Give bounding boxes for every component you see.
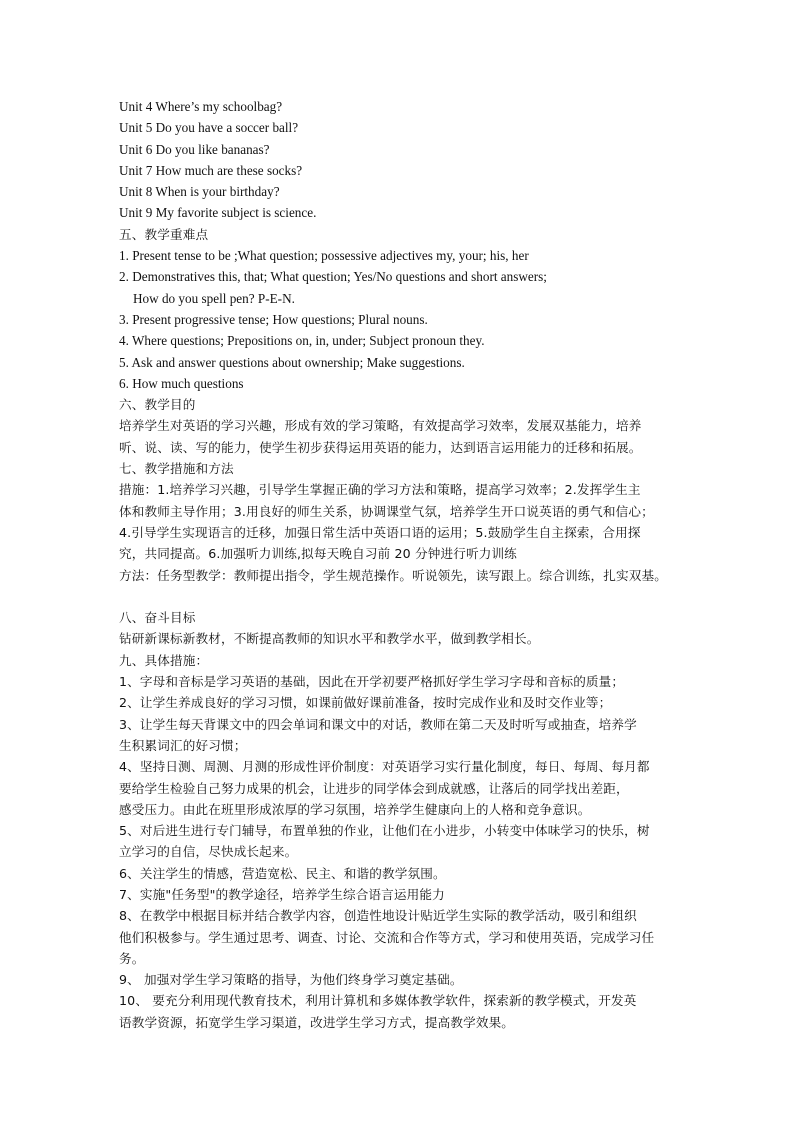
specific-measure-line-2: 2、让学生养成良好的学习习惯，如课前做好课前准备，按时完成作业和及时交作业等； xyxy=(119,695,612,711)
specific-measure-line-3: 3、让学生每天背课文中的四会单词和课文中的对话，教师在第二天及时听写或抽查，培养学 xyxy=(119,716,637,732)
specific-measure-line-6: 要给学生检验自己努力成果的机会，让进步的同学体会到成就感，让落后的同学找出差距， xyxy=(119,780,629,796)
unit-6-line: Unit 6 Do you like bananas? xyxy=(119,141,270,157)
difficulty-item-3: 3. Present progressive tense; How questions; Plural nouns. xyxy=(119,311,428,327)
specific-measure-line-1: 1、字母和音标是学习英语的基础，因此在开学初要严格抓好学生学习字母和音标的质量； xyxy=(119,674,625,690)
teaching-purpose-line-2: 听、说、读、写的能力，使学生初步获得运用英语的能力，达到语言运用能力的迁移和拓展。 xyxy=(119,439,642,455)
section-8-heading: 八、奋斗目标 xyxy=(119,610,196,626)
specific-measure-line-8: 5、对后进生进行专门辅导，布置单独的作业，让他们在小进步，小转变中体味学习的快乐，树 xyxy=(119,823,650,839)
document-page xyxy=(119,96,684,1033)
measures-line-4: 究，共同提高。6.加强听力训练,拟每天晚自习前 20 分钟进行听力训练 xyxy=(119,546,517,562)
blank-line xyxy=(119,586,684,607)
specific-measure-line-13: 他们积极参与。学生通过思考、调查、讨论、交流和合作等方式，学习和使用英语，完成学习任 xyxy=(119,929,655,945)
specific-measure-line-7: 感受压力。由此在班里形成浓厚的学习氛围，培养学生健康向上的人格和竞争意识。 xyxy=(119,801,591,817)
unit-7-line: Unit 7 How much are these socks? xyxy=(119,162,303,178)
difficulty-item-2-continued: How do you spell pen? P-E-N. xyxy=(133,290,295,306)
section-7-heading: 七、教学措施和方法 xyxy=(119,461,234,477)
difficulty-item-5: 5. Ask and answer questions about ownership; Make suggestions. xyxy=(119,354,465,370)
goal-line-1: 钻研新课标新教材，不断提高教师的知识水平和教学水平，做到教学相长。 xyxy=(119,631,540,647)
unit-9-line: Unit 9 My favorite subject is science. xyxy=(119,205,317,221)
difficulty-item-1: 1. Present tense to be ;What question; possessive adjectives my, your; his, her xyxy=(119,248,529,264)
methods-line: 方法：任务型教学：教师提出指令，学生规范操作。听说领先，读写跟上。综合训练，扎实双基。 xyxy=(119,567,667,583)
difficulty-item-4: 4. Where questions; Prepositions on, in, under; Subject pronoun they. xyxy=(119,333,485,349)
measures-line-3: 4.引导学生实现语言的迁移，加强日常生活中英语口语的运用；5.鼓励学生自主探索，合用探 xyxy=(119,524,641,540)
unit-8-line: Unit 8 When is your birthday? xyxy=(119,184,280,200)
specific-measure-line-14: 务。 xyxy=(119,950,145,966)
difficulty-item-2: 2. Demonstratives this, that; What question; Yes/No questions and short answers; xyxy=(119,269,547,285)
teaching-purpose-line-1: 培养学生对英语的学习兴趣，形成有效的学习策略，有效提高学习效率，发展双基能力，培养 xyxy=(119,418,642,434)
measures-line-2: 体和教师主导作用；3.用良好的师生关系，协调课堂气氛，培养学生开口说英语的勇气和信心； xyxy=(119,503,654,519)
section-9-heading: 九、具体措施： xyxy=(119,652,209,668)
specific-measure-line-12: 8、在教学中根据目标并结合教学内容，创造性地设计贴近学生实际的教学活动，吸引和组织 xyxy=(119,908,637,924)
specific-measure-line-4: 生积累词汇的好习惯； xyxy=(119,737,247,753)
specific-measure-line-9: 立学习的自信，尽快成长起来。 xyxy=(119,844,298,860)
measures-line-1: 措施：1.培养学习兴趣，引导学生掌握正确的学习方法和策略，提高学习效率；2.发挥学生主 xyxy=(119,482,641,498)
specific-measure-line-16: 10、 要充分利用现代教育技术，利用计算机和多媒体教学软件，探索新的教学模式，开发英 xyxy=(119,993,637,1009)
specific-measure-line-17: 语教学资源，拓宽学生学习渠道，改进学生学习方式，提高教学效果。 xyxy=(119,1014,515,1030)
specific-measure-line-11: 7、实施"任务型"的教学途径，培养学生综合语言运用能力 xyxy=(119,886,445,902)
section-6-heading: 六、教学目的 xyxy=(119,397,196,413)
section-5-heading: 五、教学重难点 xyxy=(119,226,209,242)
unit-5-line: Unit 5 Do you have a soccer ball? xyxy=(119,120,299,136)
unit-4-line: Unit 4 Where’s my schoolbag? xyxy=(119,99,283,114)
specific-measure-line-10: 6、关注学生的情感，营造宽松、民主、和谐的教学氛围。 xyxy=(119,865,446,881)
specific-measure-line-15: 9、 加强对学生学习策略的指导，为他们终身学习奠定基础。 xyxy=(119,972,463,988)
specific-measure-line-5: 4、坚持日测、周测、月测的形成性评价制度：对英语学习实行量化制度，每日、每周、每月都 xyxy=(119,759,650,775)
difficulty-item-6: 6. How much questions xyxy=(119,375,244,391)
